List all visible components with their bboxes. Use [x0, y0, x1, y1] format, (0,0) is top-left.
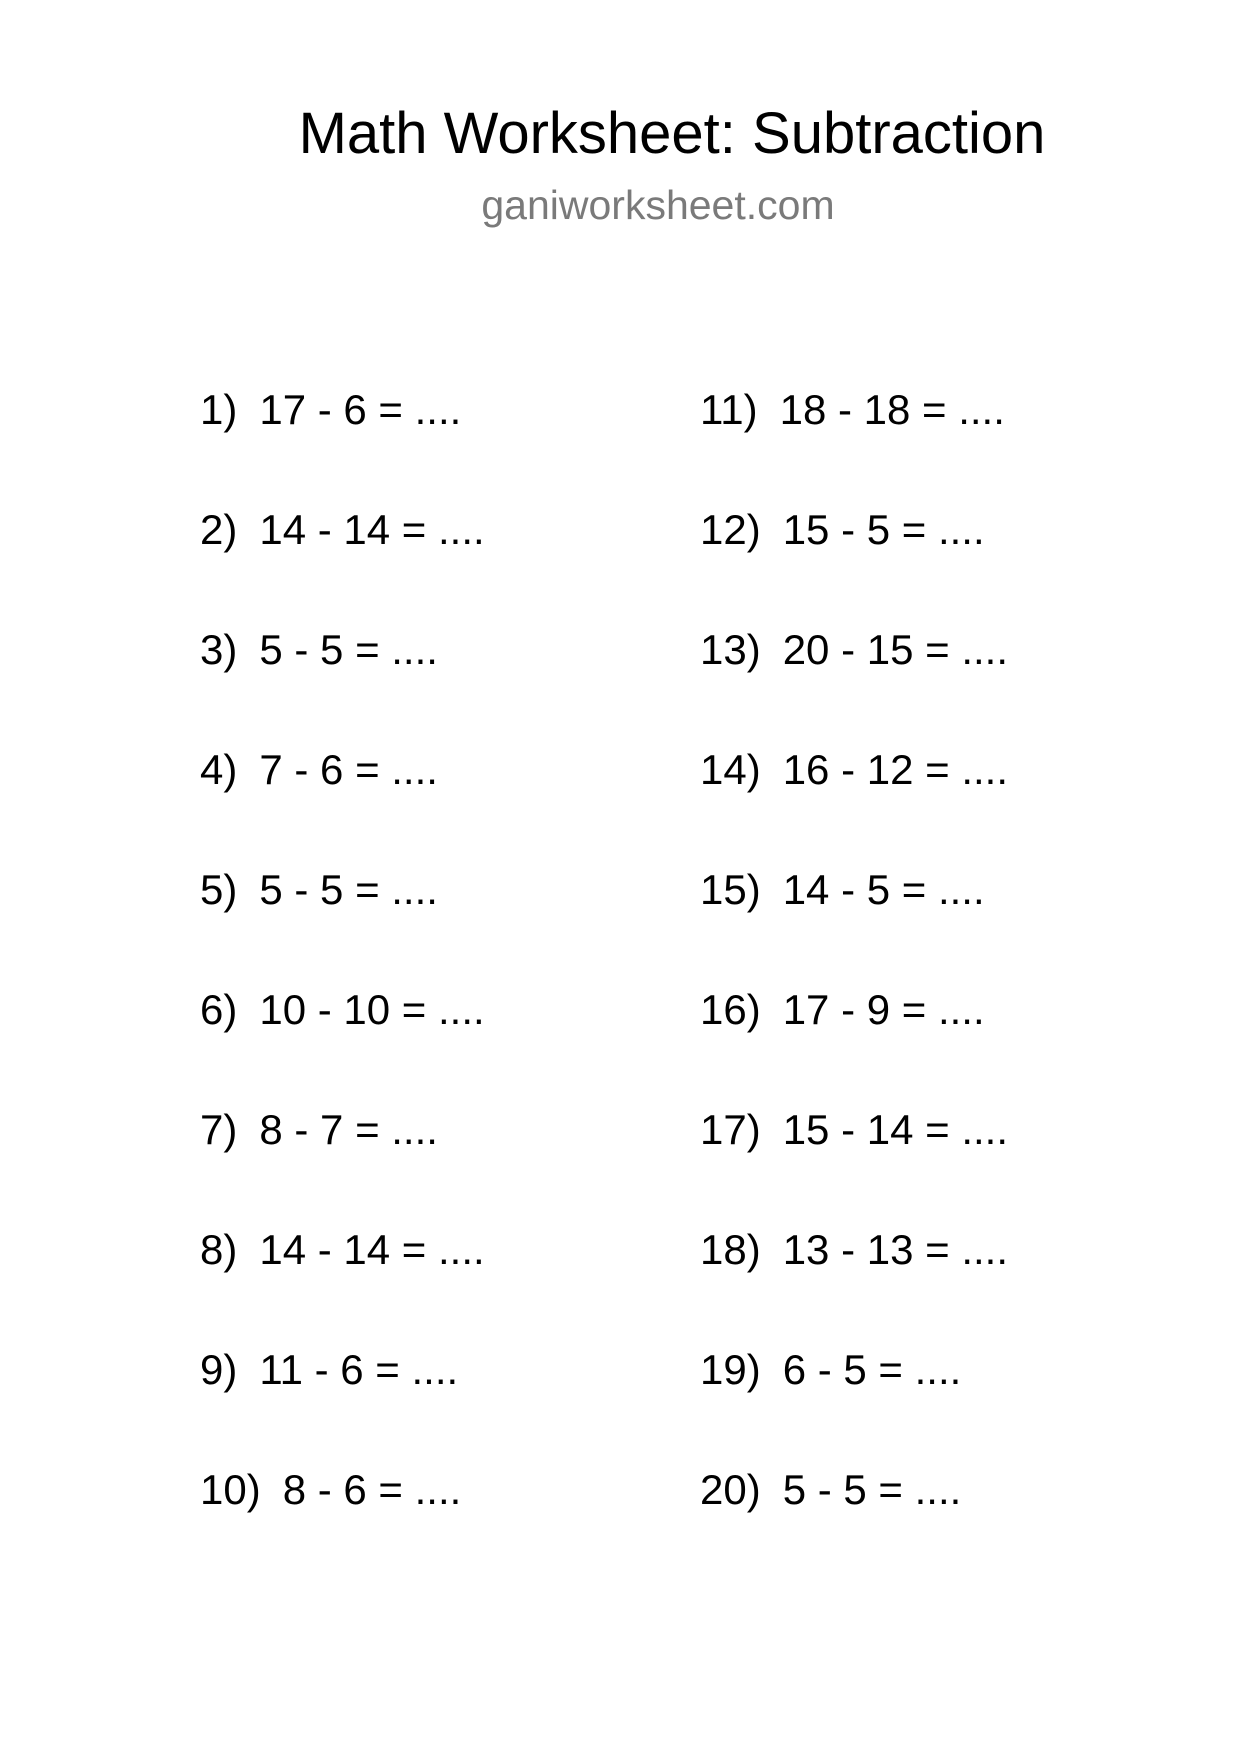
problem-number: 12): [700, 506, 761, 553]
problem-item: [200, 1430, 700, 1550]
problem-item: [700, 1190, 1200, 1310]
problem-item: [700, 1430, 1200, 1550]
problem-item: [700, 350, 1200, 470]
problem-item: [700, 1070, 1200, 1190]
problem-item: [200, 710, 700, 830]
problem-expression: 8 - 6 = ....: [282, 1466, 462, 1513]
problem-number: 4): [200, 746, 238, 793]
problem-number: 3): [200, 626, 238, 673]
problem-expression: 18 - 18 = ....: [779, 386, 1005, 433]
problem-number: 18): [700, 1226, 761, 1273]
problem-number: 7): [200, 1106, 238, 1153]
problem-expression: 17 - 6 = ....: [259, 386, 462, 433]
problem-item: [200, 1310, 700, 1430]
problem-item: [200, 1190, 700, 1310]
problem-number: 5): [200, 866, 238, 913]
problem-item: [700, 1310, 1200, 1430]
problem-expression: 14 - 14 = ....: [259, 1226, 485, 1273]
problem-item: [700, 590, 1200, 710]
problem-expression: 13 - 13 = ....: [782, 1226, 1009, 1273]
problem-item: [700, 710, 1200, 830]
problem-number: 16): [700, 986, 761, 1033]
problem-expression: 5 - 5 = ....: [259, 626, 438, 673]
problem-number: 9): [200, 1346, 238, 1393]
problem-expression: 5 - 5 = ....: [259, 866, 438, 913]
problems-column-right: [700, 350, 1200, 1550]
problem-expression: 14 - 5 = ....: [782, 866, 985, 913]
problem-item: [700, 470, 1200, 590]
problem-expression: 10 - 10 = ....: [259, 986, 485, 1033]
page-title: Math Worksheet: Subtraction: [298, 101, 1046, 166]
problem-expression: 7 - 6 = ....: [259, 746, 438, 793]
problem-number: 17): [700, 1106, 761, 1153]
site-name: ganiworksheet.com: [481, 182, 835, 228]
problem-number: 6): [200, 986, 238, 1033]
problem-number: 20): [700, 1466, 761, 1513]
problem-number: 15): [700, 866, 761, 913]
problem-expression: 15 - 5 = ....: [782, 506, 985, 553]
problem-expression: 15 - 14 = ....: [782, 1106, 1009, 1153]
problem-number: 2): [200, 506, 238, 553]
problem-expression: 20 - 15 = ....: [782, 626, 1009, 673]
problem-item: [200, 590, 700, 710]
problem-item: [200, 950, 700, 1070]
problem-expression: 16 - 12 = ....: [782, 746, 1009, 793]
problem-item: [700, 950, 1200, 1070]
problem-expression: 17 - 9 = ....: [782, 986, 985, 1033]
problem-item: [200, 830, 700, 950]
problem-expression: 14 - 14 = ....: [259, 506, 485, 553]
problem-item: [200, 1070, 700, 1190]
problem-expression: 5 - 5 = ....: [782, 1466, 962, 1513]
problem-item: [200, 350, 700, 470]
problem-expression: 11 - 6 = ....: [259, 1346, 459, 1393]
problem-expression: 8 - 7 = ....: [259, 1106, 438, 1153]
problem-number: 19): [700, 1346, 761, 1393]
problem-item: [200, 470, 700, 590]
problem-item: [700, 830, 1200, 950]
problem-number: 10): [200, 1466, 261, 1513]
problem-expression: 6 - 5 = ....: [782, 1346, 962, 1393]
problems-column-left: [200, 350, 700, 1550]
problem-number: 1): [200, 386, 238, 433]
problem-number: 13): [700, 626, 761, 673]
problem-number: 14): [700, 746, 761, 793]
problem-number: 11): [700, 386, 758, 433]
problem-number: 8): [200, 1226, 238, 1273]
